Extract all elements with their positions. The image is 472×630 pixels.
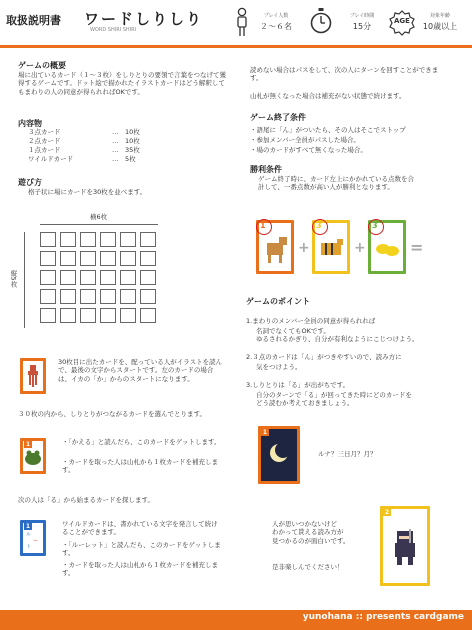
- moon-card: [258, 426, 300, 484]
- step3-text: 次の人は「る」から始まるカードを探します。: [18, 496, 154, 504]
- score-num: 3: [316, 221, 322, 230]
- ninja-text: 人が思いつかないけど わかって貰える読み方が 見つかるのが面白いです。: [272, 520, 350, 545]
- grid-card-slot: [140, 308, 156, 323]
- grid-card-slot: [80, 270, 96, 285]
- grid-card-slot: [140, 289, 156, 304]
- wild-bullet2: ・カードを取った人は山札から１枚カードを補充します。: [62, 561, 218, 578]
- grid-card-slot: [80, 232, 96, 247]
- grid-card-slot: [40, 232, 56, 247]
- grid-width-line: [40, 224, 158, 225]
- bullet2-text: ・カードを取った人は山札から１枚カードを補充します。: [62, 458, 218, 475]
- footer-brand: yunohana: [302, 612, 353, 622]
- wild-card-point: 1: [25, 523, 31, 530]
- contents-heading: 内容物: [18, 119, 42, 128]
- howto-body: 格子状に場にカードを30枚を並べます。: [28, 188, 147, 196]
- end-item: ・語尾に「ん」がついたら、その人はそこでストップ: [250, 126, 406, 134]
- ninja-card-num: 2: [384, 509, 390, 516]
- footer-credit: yunohana :: presents cardgame: [302, 612, 464, 622]
- grid-card-slot: [140, 232, 156, 247]
- manual-label: 取扱説明書: [6, 14, 61, 27]
- grid-card-slot: [100, 289, 116, 304]
- wild-bullet1: ・「ルーレット」と読んだら、このカードをゲットします。: [62, 541, 221, 558]
- equals-sign: =: [410, 238, 424, 257]
- score-circle: [368, 219, 384, 235]
- ninja-card: [380, 506, 430, 586]
- point2-title: 2.３点のカードは「ん」がつきやすいので、読み方に: [246, 353, 402, 361]
- score-num: 3: [372, 221, 378, 230]
- overview-heading: ゲームの概要: [18, 61, 66, 70]
- squid-card: [20, 358, 46, 394]
- grid-width-label: 横6枚: [90, 213, 108, 221]
- grid-card-slot: [40, 251, 56, 266]
- contents-item: ２点カード … 10枚: [28, 137, 140, 146]
- contents-list: [28, 128, 168, 164]
- score-num: 1: [260, 221, 266, 230]
- closing-text: 是非楽しんでください！: [272, 563, 344, 571]
- wild-text: ワイルドカードは、書かれている文字を発言して続けることができます。: [62, 520, 218, 537]
- overview-body: 場に出ているカード（１～３枚）をしりとりの要領で言葉をつなげて獲得するゲームです。ドット絵で描かれたイラストカードはどう解釈してもまわりの人の同意が得られればOKです。: [18, 71, 226, 96]
- grid-height-label: 縦5枚: [9, 270, 18, 288]
- grid-card-slot: [80, 289, 96, 304]
- point1-title: 1.まわりのメンバー全員の同意が得られれば: [246, 317, 376, 325]
- score-circle: [312, 219, 328, 235]
- moon-question: ルナ？三日月？月？: [318, 450, 377, 458]
- point3-body: 自分のターンで「る」が回ってきた時にどのカードを どう読むか考えておきましょう。: [256, 391, 412, 408]
- bullet1-text: ・「かえる」と読んだら、このカードをゲットします。: [62, 438, 221, 446]
- grid-card-slot: [40, 289, 56, 304]
- footer-presents: presents cardgame: [366, 612, 464, 622]
- grid-card-slot: [120, 251, 136, 266]
- point3-title: 3.しりとりは「る」が出がちです。: [246, 381, 350, 389]
- moon-card-num: 1: [262, 429, 268, 436]
- wild-card: [20, 520, 46, 556]
- step2-text: ３０枚の内から、しりとりがつながるカードを選んでとります。: [18, 410, 206, 418]
- score-circle: [256, 219, 272, 235]
- game-subtitle: WORD SHIRI SHIRI: [90, 27, 137, 33]
- win-body: ゲーム終了時に、カード左上にかかれている点数を合計して、一番点数が高い人が勝利となります。: [258, 175, 414, 192]
- header-rule: [0, 45, 472, 48]
- crescent-moon-icon: [267, 441, 291, 465]
- frog-card: [20, 438, 46, 474]
- age-label: 対象年齢: [429, 13, 450, 19]
- grid-card-slot: [60, 289, 76, 304]
- plus-sign: +: [354, 240, 366, 256]
- age-value: 10歳以上: [422, 22, 458, 31]
- win-heading: 勝利条件: [250, 165, 282, 174]
- grid-card-slot: [140, 270, 156, 285]
- point1-body: 名詞でなくてもOKです。 ゆるされるかぎり、自分が有利なようにこじつけよう。: [256, 327, 419, 344]
- players-value: ２～６名: [260, 22, 292, 31]
- squid-icon: [23, 361, 43, 391]
- grid-card-slot: [80, 308, 96, 323]
- age-icon-text: AGE: [394, 17, 410, 25]
- grid-card-slot: [140, 251, 156, 266]
- grid-card-slot: [80, 251, 96, 266]
- grid-card-slot: [120, 232, 136, 247]
- contents-item: ３点カード … 10枚: [28, 128, 140, 136]
- svg-text:ー: ー: [33, 538, 39, 544]
- plus-sign: +: [298, 240, 310, 256]
- grid-card-slot: [100, 251, 116, 266]
- contents-item: １点カード … 35枚: [28, 146, 140, 155]
- time-value: 15分: [352, 22, 372, 31]
- grid-card-slot: [120, 308, 136, 323]
- game-title: ワードしりしり: [84, 10, 204, 28]
- pass-text: 読めない場合はパスをして、次の人にターンを回すことができます。: [250, 66, 439, 83]
- grid-card-slot: [100, 232, 116, 247]
- howto-heading: 遊び方: [18, 178, 42, 187]
- frog-card-point: 1: [25, 441, 31, 448]
- grid-card-slot: [60, 232, 76, 247]
- deck-empty-text: 山札が無くなった場合は補充がない状態で続けます。: [250, 92, 406, 100]
- grid-card-slot: [40, 270, 56, 285]
- grid-height-line: [24, 232, 25, 328]
- time-label: プレイ時間: [349, 13, 375, 19]
- svg-text:ル: ル: [26, 532, 32, 538]
- end-item: ・場のカードがすべて無くなった場合。: [250, 146, 367, 154]
- grid-card-slot: [100, 308, 116, 323]
- players-label: プレイ人数: [263, 13, 289, 19]
- point2-body: 気をつけよう。: [256, 363, 302, 371]
- grid-card-slot: [120, 270, 136, 285]
- grid-card-slot: [60, 270, 76, 285]
- contents-item: ワイルドカード … 5枚: [28, 155, 136, 164]
- grid-card-slot: [120, 289, 136, 304]
- grid-card-slot: [100, 270, 116, 285]
- grid-card-slot: [60, 308, 76, 323]
- step1-text: 30枚目に出たカードを、配っている人がイラストを読んで、最後の文字からスタートです。左のカードの場合は、イカの「か」からのスタートになります。: [58, 358, 223, 383]
- grid-card-slot: [60, 251, 76, 266]
- svg-text:ト: ト: [26, 544, 32, 550]
- points-heading: ゲームのポイント: [246, 297, 310, 306]
- end-heading: ゲーム終了条件: [250, 113, 306, 122]
- card-grid: [40, 232, 158, 330]
- ninja-icon: [389, 527, 421, 567]
- stopwatch-icon: [310, 7, 332, 39]
- end-item: ・参加メンバー全員がパスした場合。: [250, 136, 361, 144]
- grid-card-slot: [40, 308, 56, 323]
